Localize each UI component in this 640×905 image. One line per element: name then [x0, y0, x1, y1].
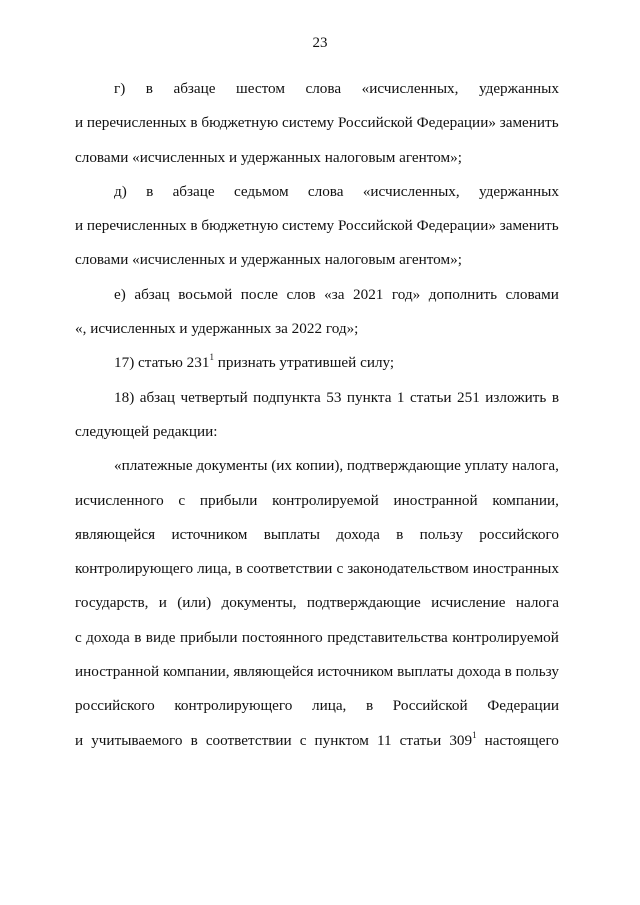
word: выплаты: [397, 663, 454, 681]
document-body: [75, 72, 559, 758]
word: с: [336, 560, 344, 578]
word: абзац: [134, 285, 170, 303]
text-line: [75, 72, 559, 106]
word: с: [178, 491, 186, 509]
word: исчисленного: [75, 491, 164, 509]
word: четвертый: [180, 388, 248, 406]
word: слова: [307, 182, 344, 200]
word: налога,: [511, 457, 559, 475]
word: абзаце: [172, 182, 215, 200]
word: представительства: [327, 628, 448, 646]
word: законодательством: [347, 560, 469, 578]
word: в: [145, 80, 153, 97]
word: абзаце: [173, 80, 216, 97]
word: статьи: [399, 731, 442, 749]
word: в: [396, 525, 404, 543]
word: удержанных: [478, 80, 559, 97]
word: подтверждающие: [306, 594, 421, 612]
text-line: [75, 518, 559, 552]
word: 11: [376, 731, 392, 749]
word: соответствии: [246, 560, 333, 578]
text-line: [75, 689, 559, 723]
word: дохода: [457, 663, 501, 681]
word: словами: [505, 285, 559, 303]
text-line: [75, 621, 559, 655]
word: выплаты: [263, 525, 320, 543]
word: 251: [457, 388, 480, 406]
word: шестом: [236, 80, 285, 97]
word: д): [114, 182, 127, 200]
text-line: [75, 724, 559, 758]
word: контролируемой: [272, 491, 379, 509]
word: постоянного: [241, 628, 323, 646]
text-line: и перечисленных в бюджетную систему Российской Федерации» заменить: [75, 114, 559, 132]
word: в: [134, 628, 142, 646]
word: удержанных: [478, 182, 559, 200]
word: седьмом: [233, 182, 289, 200]
word: абзац: [139, 388, 176, 406]
word: изложить: [485, 388, 547, 406]
word: в: [190, 731, 198, 749]
word: государств,: [75, 594, 149, 612]
word: налога: [515, 594, 559, 612]
word: прибыли: [179, 628, 238, 646]
word: иностранной: [75, 663, 160, 681]
word: являющейся: [233, 663, 314, 681]
word: статьи: [409, 388, 452, 406]
word: пункта: [346, 388, 392, 406]
word: источником: [317, 663, 394, 681]
word: в: [235, 560, 243, 578]
word: пунктом: [314, 731, 369, 749]
text-line: «, исчисленных и удержанных за 2022 год»;: [75, 320, 359, 338]
word: копии),: [295, 457, 344, 475]
word: компании,: [492, 491, 559, 509]
word: с: [75, 628, 82, 646]
text-line: словами «исчисленных и удержанных налоговым агентом»;: [75, 148, 462, 166]
word: «за: [324, 285, 345, 303]
word: «исчисленных,: [362, 182, 460, 200]
text-line: [75, 586, 559, 620]
word: соответствии: [205, 731, 292, 749]
word: документы,: [221, 594, 297, 612]
word: дохода: [336, 525, 380, 543]
text-line: [75, 655, 559, 689]
text-fragment: 17) статью 231: [114, 354, 210, 372]
text-line: [75, 484, 559, 518]
word: Федерации: [487, 697, 559, 715]
text-line: [75, 175, 559, 209]
superscript: 1: [209, 352, 214, 363]
text-fragment: 309: [449, 731, 473, 749]
word: виде: [145, 628, 176, 646]
word: и: [158, 594, 167, 612]
word: после: [240, 285, 278, 303]
word: прибыли: [199, 491, 258, 509]
word: в: [365, 697, 374, 715]
text-line: [75, 278, 559, 312]
word: лица,: [197, 560, 232, 578]
word: [449, 724, 476, 758]
word: документы: [196, 457, 268, 475]
word: в: [551, 388, 559, 406]
word: дополнить: [428, 285, 498, 303]
word: 18): [114, 388, 135, 406]
word: (или): [177, 594, 212, 612]
word: Российской: [392, 697, 468, 715]
word: в: [504, 663, 512, 681]
word: компании,: [162, 663, 230, 681]
word: в: [146, 182, 154, 200]
word: дохода: [86, 628, 130, 646]
word: восьмой: [178, 285, 233, 303]
word: контролируемой: [452, 628, 559, 646]
superscript: 1: [472, 729, 477, 740]
word: год»: [391, 285, 421, 303]
word: настоящего: [484, 731, 559, 749]
word: являющейся: [75, 525, 156, 543]
word: российского: [75, 697, 155, 715]
word: учитываемого: [91, 731, 183, 749]
word: контролирующего: [75, 560, 194, 578]
word: 1: [396, 388, 405, 406]
word: 2021: [353, 285, 384, 303]
word: «исчисленных,: [361, 80, 459, 97]
word: иностранных: [472, 560, 559, 578]
text-fragment: признать утратившей силу;: [213, 354, 395, 372]
text-line: следующей редакции:: [75, 422, 218, 440]
word: слова: [305, 80, 342, 97]
word: подпункта: [253, 388, 321, 406]
word: пользу: [515, 663, 559, 681]
word: слов: [286, 285, 316, 303]
word: подтверждающие: [346, 457, 461, 475]
text-line: [75, 346, 559, 380]
word: контролирующего: [174, 697, 293, 715]
text-line: [75, 381, 559, 415]
text-line: словами «исчисленных и удержанных налоговым агентом»;: [75, 251, 462, 269]
text-line: [75, 552, 559, 586]
word: российского: [479, 525, 559, 543]
word: лица,: [311, 697, 347, 715]
word: «платежные: [114, 457, 193, 475]
word: 53: [326, 388, 342, 406]
word: е): [114, 285, 126, 303]
page-number: 23: [312, 35, 328, 51]
text-line: и перечисленных в бюджетную систему Российской Федерации» заменить: [75, 217, 559, 235]
word: пользу: [419, 525, 463, 543]
word: уплату: [464, 457, 509, 475]
word: г): [114, 80, 126, 97]
word: и: [75, 731, 84, 749]
word: иностранной: [393, 491, 478, 509]
word: (их: [271, 457, 293, 475]
text-line: [75, 449, 559, 483]
word: с: [299, 731, 307, 749]
word: исчисление: [431, 594, 506, 612]
word: источником: [171, 525, 248, 543]
